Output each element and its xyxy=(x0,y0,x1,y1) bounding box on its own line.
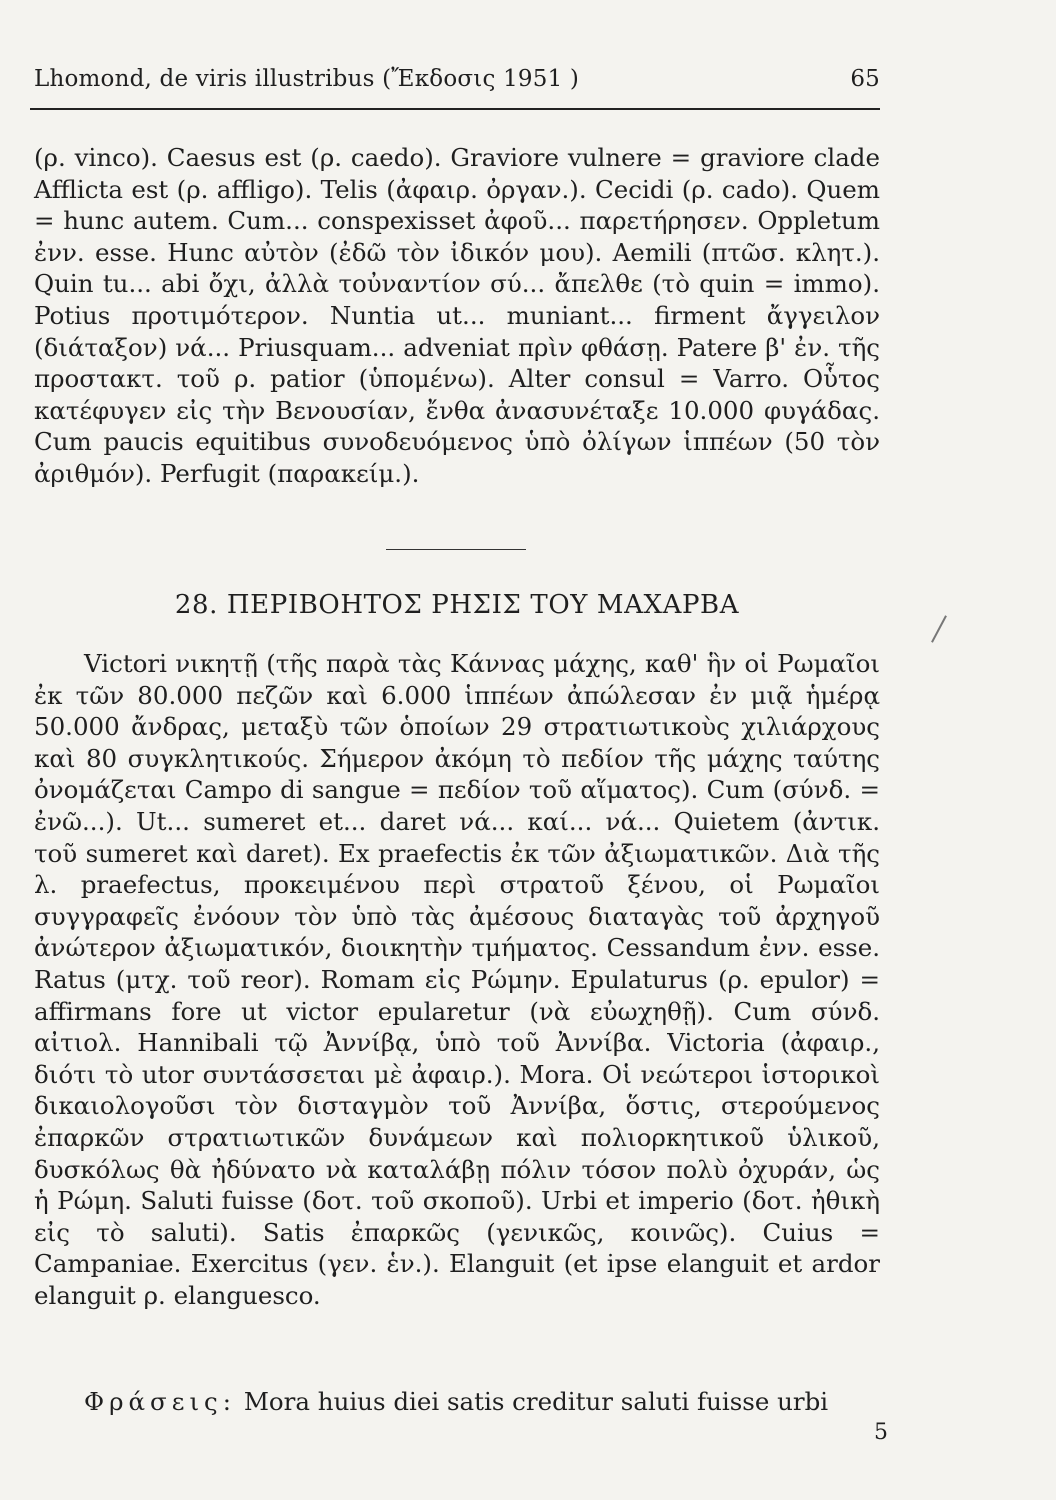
margin-pencil-mark xyxy=(930,612,950,646)
commentary-paragraph-2: Victori νικητῇ (τῆς παρὰ τὰς Κάννας μάχης, καθ' ἣν οἱ Ρωμαῖοι ἐκ τῶν 80.000 πεζῶν καὶ 6.000 ἱππέων ἀπώλεσαν ἐν μιᾷ ἡμέρᾳ 50.000 ἄνδρας, μεταξὺ τῶν ὁποίων 29 στρατιωτικοὺς χιλιάρχους καὶ 80 συγκλητικούς. Σήμερον ἀκόμη τὸ πεδίον τῆς μάχης ταύτης ὀνομάζεται Campo di sangue = πεδίον τοῦ αἵματος). Cum (σύνδ. = ἐνῶ...). Ut... sumeret et... daret νά... καί... νά... Quietem (ἀντικ. τοῦ sumeret καὶ daret). Ex praefectis ἐκ τῶν ἀξιωματικῶν. Διὰ τῆς λ. praefectus, προκειμένου περὶ στρατοῦ ξένου, οἱ Ρωμαῖοι συγγραφεῖς ἐνόουν τὸν ὑπὸ τὰς ἀμέσους διαταγὰς τοῦ ἀρχηγοῦ ἀνώτερον ἀξιωματικόν, διοικητὴν τμήματος. Cessandum ἐνν. esse. Ratus (μτχ. τοῦ reor). Romam εἰς Ρώμην. Epulaturus (ρ. epulor) = affirmans fore ut victor epularetur (νὰ εὐωχηθῇ). Cum σύνδ. αἰτιολ. Hannibali τῷ Ἀννίβᾳ, ὑπὸ τοῦ Ἀννίβα. Victoria (ἀφαιρ., διότι τὸ utor συντάσσεται μὲ ἀφαιρ.). Mora. Οἱ νεώτεροι ἱστορικοὶ δικαιολογοῦσι τὸν δισταγμὸν τοῦ Ἀννίβα, ὅστις, στερούμενος ἐπαρκῶν στρατιωτικῶν δυνάμεων καὶ πολιορκητικοῦ ὑλικοῦ, δυσκόλως θὰ ἠδύνατο νὰ καταλάβῃ πόλιν τόσον πολὺ ὀχυράν, ὡς ἡ Ρώμη. Saluti fuisse (δοτ. τοῦ σκοποῦ). Urbi et imperio (δοτ. ἠθικὴ εἰς τὸ saluti). Satis ἐπαρκῶς (γενικῶς, κοινῶς). Cuius = Campaniae. Exercitus (γεν. ἑν.). Elanguit (et ipse elanguit et ardor elanguit ρ. elanguesco. xyxy=(34,649,880,1310)
commentary-paragraph-1: (ρ. vinco). Caesus est (ρ. caedo). Graviore vulnere = graviore clade Afflicta est (ρ. affligo). Telis (ἀφαιρ. ὀργαν.). Cecidi (ρ. cado). Quem = hunc autem. Cum... conspexisset ἀφοῦ... παρετήρησεν. Oppletum ἐνν. esse. Hunc αὐτὸν (ἐδῶ τὸν ἰδικόν μου). Aemili (πτῶσ. κλητ.). Quin tu... abi ὄχι, ἀλλὰ τοὐναντίον σύ... ἄπελθε (τὸ quin = immo). Potius προτιμότερον. Nuntia ut... muniant... firment ἄγγειλον (διάταξον) νά... Priusquam... adveniat πρὶν φθάσῃ. Patere β' ἐν. τῆς προστακτ. τοῦ ρ. patior (ὑπομένω). Alter consul = Varro. Οὗτος κατέφυγεν εἰς τὴν Βενουσίαν, ἔνθα ἀνασυνέταξε 10.000 φυγάδας. Cum paucis equitibus συνοδευόμενος ὑπὸ ὀλίγων ἱππέων (50 τὸν ἀριθμόν). Perfugit (παρακείμ.). xyxy=(34,143,880,488)
signature-mark: 5 xyxy=(874,1420,888,1445)
phrases-label: Φράσεις: xyxy=(84,1387,237,1416)
header-rule xyxy=(30,108,880,110)
section-title: 28. ΠΕΡΙΒΟΗΤΟΣ ΡΗΣΙΣ ΤΟΥ ΜΑΧΑΡΒΑ xyxy=(174,590,740,620)
running-header xyxy=(34,66,880,92)
section-divider xyxy=(386,549,526,550)
phrases-text: Mora huius diei satis creditur saluti fuisse urbi xyxy=(243,1387,829,1416)
page-number: 65 xyxy=(850,66,880,92)
running-title: Lhomond, de viris illustribus (Ἔκδοσις 1951 ) xyxy=(34,66,580,92)
phrases-line xyxy=(34,1386,880,1418)
